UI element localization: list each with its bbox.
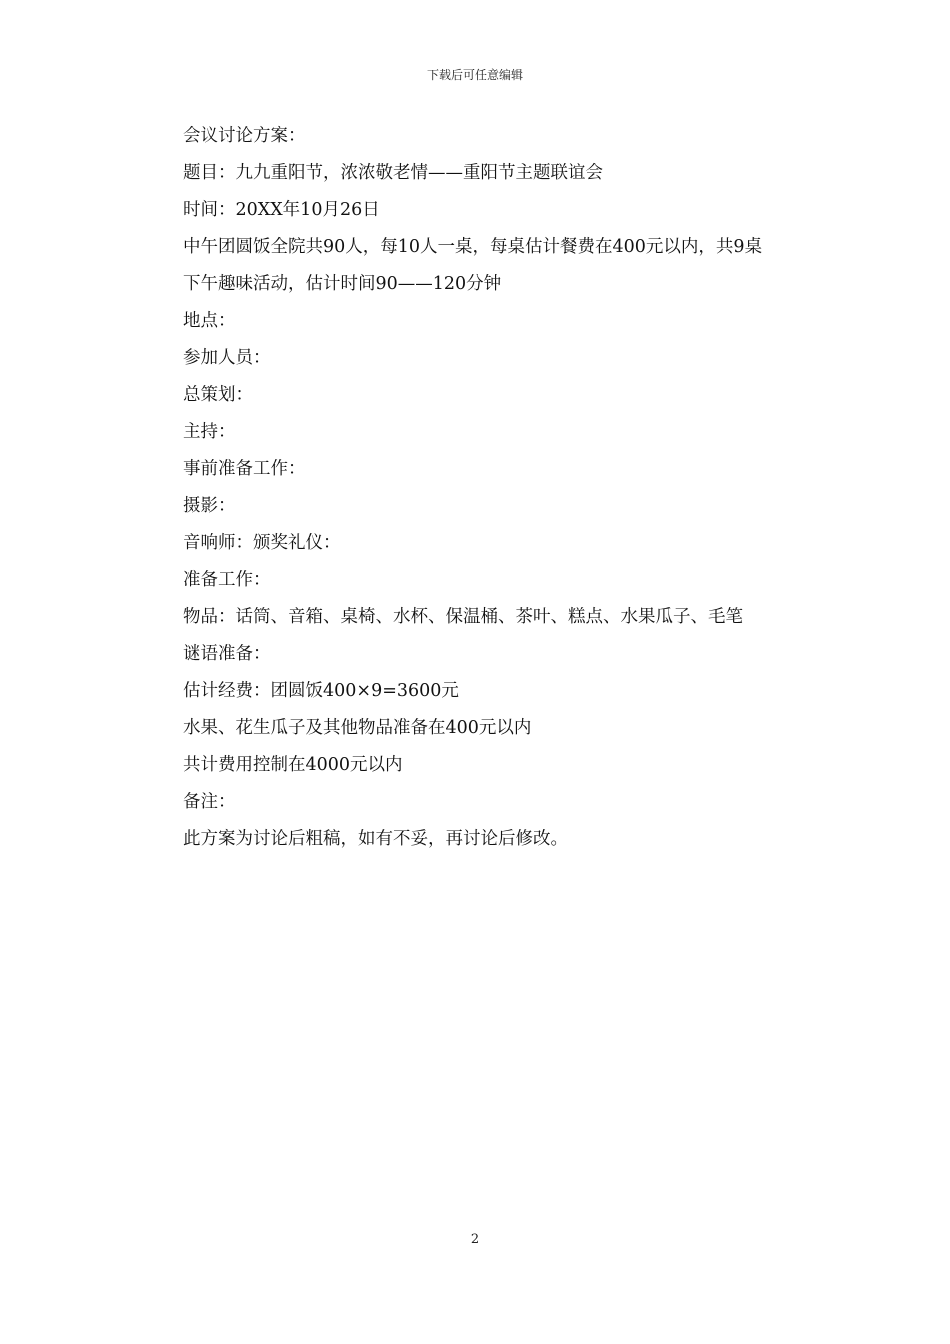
paragraph-sound-engineer: 音响师：颁奖礼仪： bbox=[183, 533, 341, 553]
paragraph-time: 时间：20XX年10月26日 bbox=[183, 200, 380, 220]
paragraph-fruit-budget: 水果、花生瓜子及其他物品准备在400元以内 bbox=[183, 718, 532, 738]
paragraph-total-budget: 共计费用控制在4000元以内 bbox=[183, 755, 403, 775]
paragraph-preparation: 准备工作： bbox=[183, 570, 271, 590]
paragraph-riddles: 谜语准备： bbox=[183, 644, 271, 664]
paragraph-draft-note: 此方案为讨论后粗稿，如有不妥，再讨论后修改。 bbox=[183, 829, 568, 849]
document-body bbox=[145, 118, 815, 858]
paragraph-budget: 估计经费：团圆饭400×9=3600元 bbox=[183, 681, 459, 701]
paragraph-participants: 参加人员： bbox=[183, 348, 271, 368]
paragraph-planner: 总策划： bbox=[183, 385, 253, 405]
paragraph-location: 地点： bbox=[183, 311, 236, 331]
paragraph-afternoon-activity: 下午趣味活动，估计时间90——120分钟 bbox=[183, 274, 502, 294]
paragraph-notes: 备注： bbox=[183, 792, 236, 812]
paragraph-items: 物品：话筒、音箱、桌椅、水杯、保温桶、茶叶、糕点、水果瓜子、毛笔 bbox=[183, 607, 743, 627]
paragraph-heading: 会议讨论方案： bbox=[183, 126, 306, 146]
paragraph-lunch: 中午团圆饭全院共90人，每10人一桌，每桌估计餐费在400元以内，共9桌 bbox=[183, 237, 763, 257]
page-number: 2 bbox=[470, 1232, 480, 1247]
paragraph-host: 主持： bbox=[183, 422, 236, 442]
paragraph-photography: 摄影： bbox=[183, 496, 236, 516]
paragraph-prep-work: 事前准备工作： bbox=[183, 459, 306, 479]
paragraph-title: 题目：九九重阳节，浓浓敬老情——重阳节主题联谊会 bbox=[183, 163, 603, 183]
page-header: 下载后可任意编辑 bbox=[426, 68, 523, 82]
